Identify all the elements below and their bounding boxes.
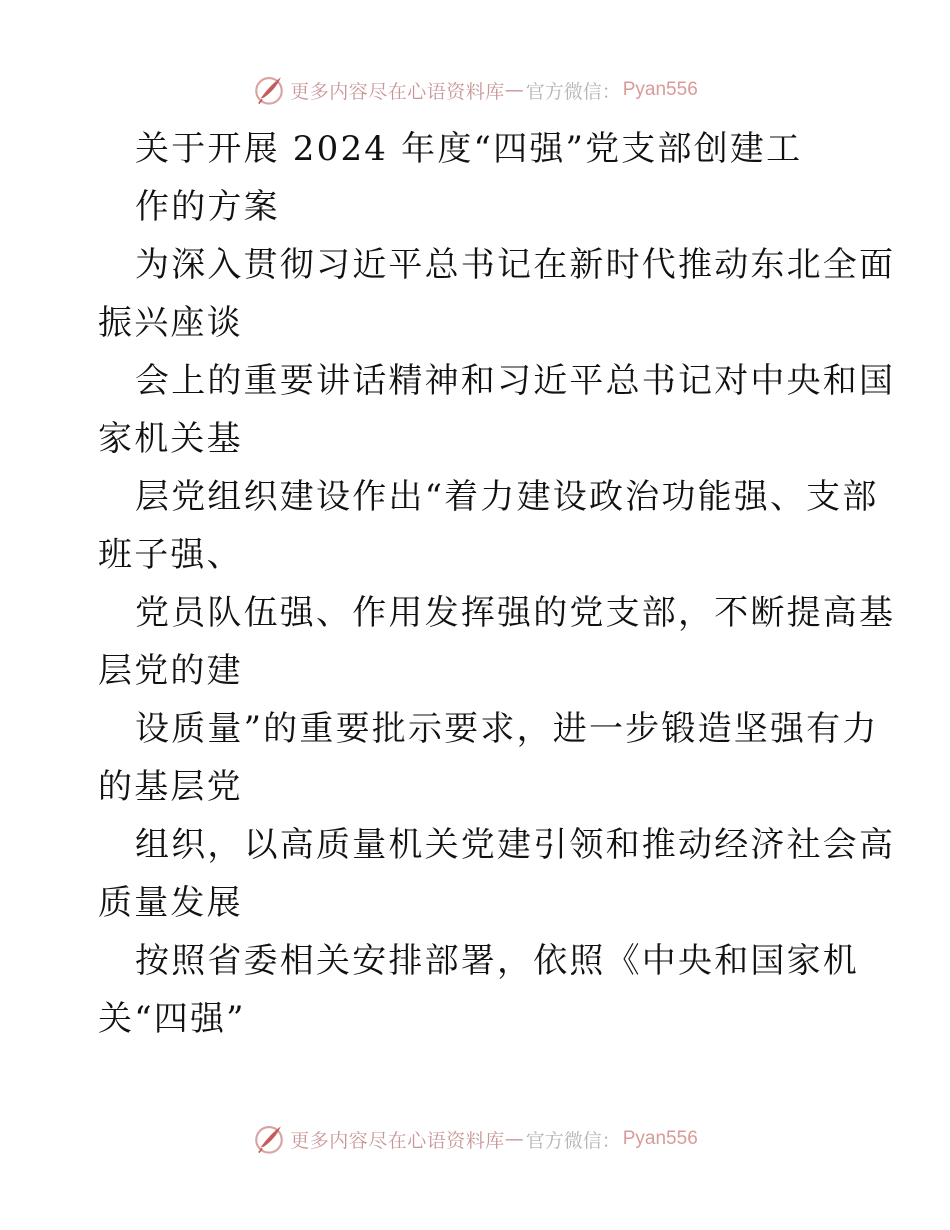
paragraph-line: 班子强、 — [98, 535, 243, 575]
paragraph-line: 振兴座谈 — [98, 303, 243, 343]
watermark-wechat-id: Pyan556 — [622, 79, 698, 100]
watermark-label: 官方微信： — [525, 80, 621, 103]
watermark-site-text: 更多内容尽在心语资料库 — [290, 80, 505, 103]
paragraph-line: 会上的重要讲话精神和习近平总书记对中央和国 — [135, 361, 896, 401]
quill-pen-logo-icon — [252, 73, 286, 107]
footer-watermark — [0, 1119, 950, 1159]
paragraph-line: 层党的建 — [98, 651, 243, 691]
paragraph-line: 组织，以高质量机关党建引领和推动经济社会高 — [135, 825, 896, 865]
paragraph-line: 为深入贯彻习近平总书记在新时代推动东北全面 — [135, 245, 896, 285]
watermark-site-text: 更多内容尽在心语资料库 — [290, 1129, 505, 1152]
header-watermark — [0, 70, 950, 110]
paragraph-line: 质量发展 — [98, 883, 243, 923]
watermark-dash: — — [504, 79, 524, 101]
paragraph-line: 层党组织建设作出“着力建设政治功能强、支部 — [135, 477, 879, 517]
paragraph-line: 按照省委相关安排部署，依照《中央和国家机 — [135, 941, 859, 981]
watermark-wechat-id: Pyan556 — [622, 1128, 698, 1149]
paragraph-line: 的基层党 — [98, 767, 243, 807]
paragraph-line: 家机关基 — [98, 419, 243, 459]
paragraph-line: 党员队伍强、作用发挥强的党支部，不断提高基 — [135, 593, 896, 633]
paragraph-line: 设质量”的重要批示要求，进一步锻造坚强有力 — [135, 709, 879, 749]
document-title-line-1: 关于开展 2024 年度“四强”党支部创建工 — [135, 129, 803, 169]
document-title-line-2: 作的方案 — [135, 187, 280, 227]
quill-pen-logo-icon — [252, 1122, 286, 1156]
watermark-label: 官方微信： — [525, 1129, 621, 1152]
paragraph-line: 关“四强” — [98, 999, 246, 1039]
watermark-dash: — — [504, 1128, 524, 1150]
